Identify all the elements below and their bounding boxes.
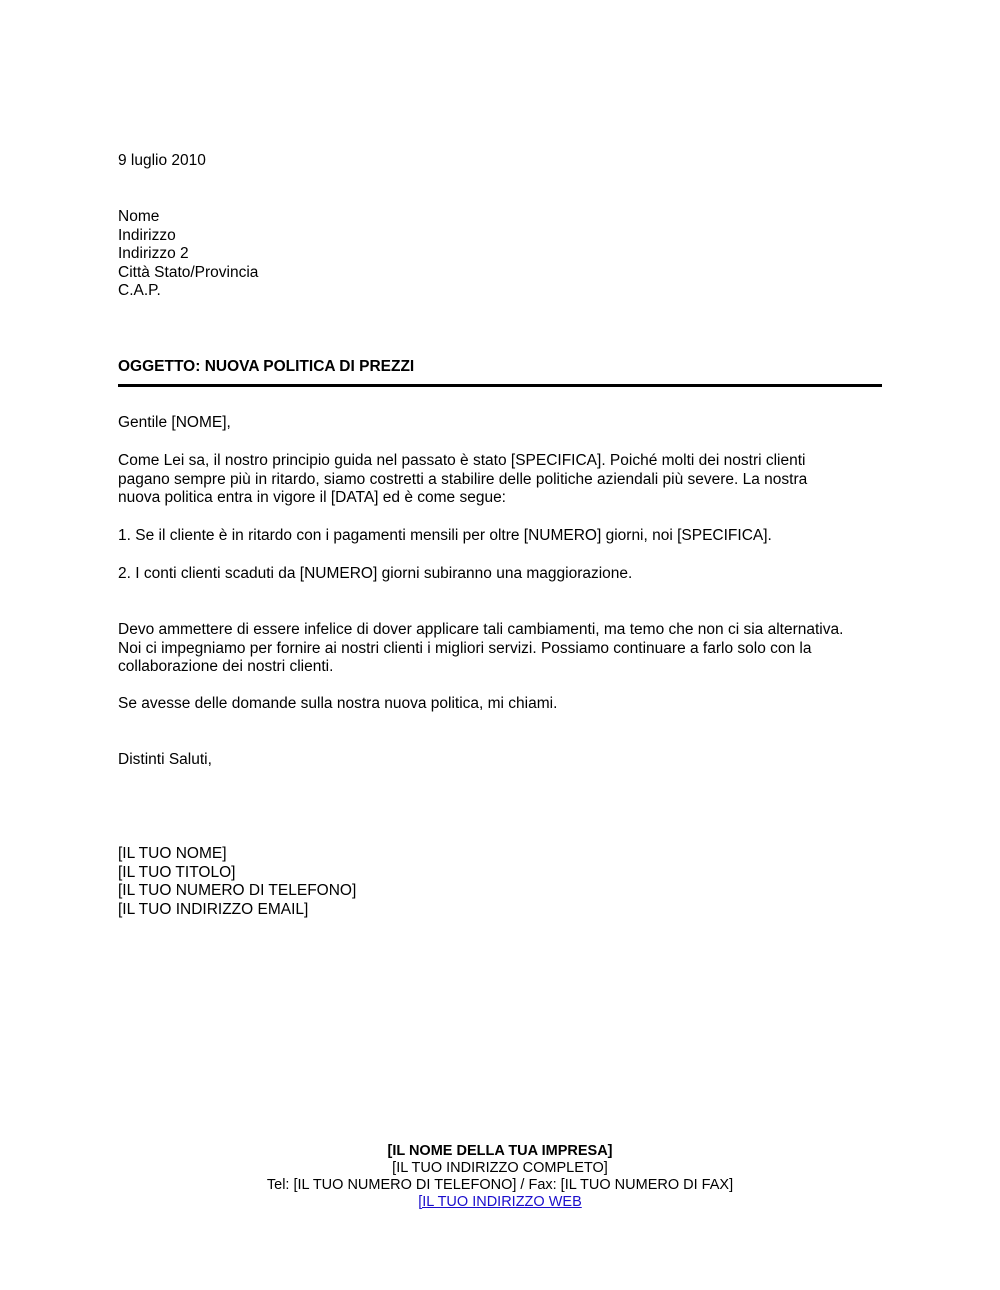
recipient-zip: C.A.P.: [118, 282, 161, 300]
recipient-address-block: [118, 208, 258, 301]
paragraph-intro-line: pagano sempre più in ritardo, siamo costretti a stabilire delle politiche aziendali più severe. La nostra: [118, 470, 808, 488]
paragraph-intro: [118, 452, 807, 508]
footer-web-link[interactable]: [IL TUO INDIRIZZO WEB: [418, 1194, 582, 1210]
paragraph-regret-line: Devo ammettere di essere infelice di dover applicare tali cambiamenti, ma temo che non ci sia alternativa.: [118, 621, 844, 638]
paragraph-contact: Se avesse delle domande sulla nostra nuova politica, mi chiami.: [118, 695, 558, 712]
signature-block: [118, 845, 356, 919]
signature-name: [IL TUO NOME]: [118, 845, 227, 862]
recipient-city: Città Stato/Provincia: [118, 263, 259, 281]
letter-greeting: Gentile [NOME],: [118, 414, 231, 431]
letter-subject: OGGETTO: NUOVA POLITICA DI PREZZI: [118, 358, 415, 375]
letter-closing: Distinti Saluti,: [118, 751, 212, 768]
paragraph-intro-line: nuova politica entra in vigore il [DATA] ed è come segue:: [118, 489, 506, 507]
subject-divider: [118, 384, 882, 387]
recipient-address-line-1: Indirizzo: [118, 226, 176, 244]
paragraph-regret-line: collaborazione dei nostri clienti.: [118, 658, 334, 676]
signature-phone: [IL TUO NUMERO DI TELEFONO]: [118, 882, 357, 900]
footer-company-name: [IL NOME DELLA TUA IMPRESA]: [387, 1143, 613, 1159]
footer-address: [IL TUO INDIRIZZO COMPLETO]: [392, 1160, 608, 1176]
recipient-address-line-2: Indirizzo 2: [118, 245, 189, 263]
footer-contact: Tel: [IL TUO NUMERO DI TELEFONO] / Fax: [IL TUO NUMERO DI FAX]: [266, 1177, 734, 1193]
paragraph-regret-line: Noi ci impegniamo per fornire ai nostri clienti i migliori servizi. Possiamo continuare a farlo solo con la: [118, 639, 812, 657]
paragraph-regret: [118, 621, 843, 677]
footer-web: [0, 1194, 1000, 1212]
signature-title: [IL TUO TITOLO]: [118, 863, 236, 881]
policy-item-1: 1. Se il cliente è in ritardo con i pagamenti mensili per oltre [NUMERO] giorni, noi [SPECIFICA].: [118, 527, 772, 544]
recipient-name: Nome: [118, 208, 160, 225]
paragraph-intro-line: Come Lei sa, il nostro principio guida nel passato è stato [SPECIFICA]. Poiché molti dei nostri clienti: [118, 452, 806, 469]
policy-item-2: 2. I conti clienti scaduti da [NUMERO] giorni subiranno una maggiorazione.: [118, 565, 633, 582]
letter-date: 9 luglio 2010: [118, 152, 206, 169]
signature-email: [IL TUO INDIRIZZO EMAIL]: [118, 900, 309, 918]
